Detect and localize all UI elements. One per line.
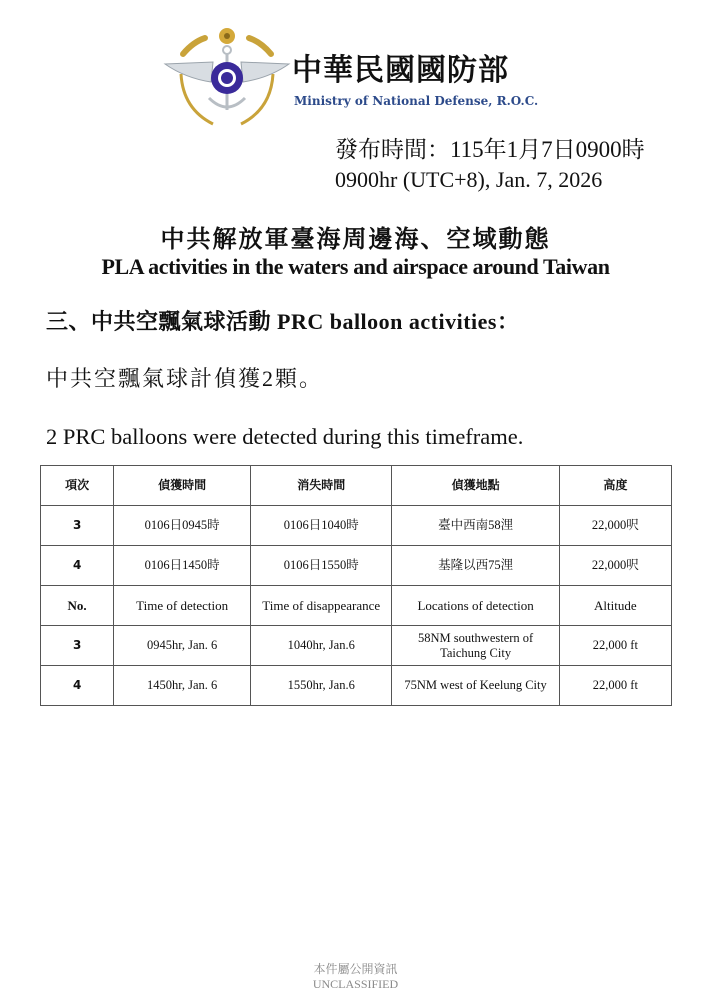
header-cell: 偵獲時間 [114,466,251,506]
table-cell: 1040hr, Jan.6 [251,626,392,666]
mnd-emblem-icon [163,24,291,128]
table-cell: 1550hr, Jan.6 [251,666,392,706]
release-date-zh: 發布時間：115年1月7日0900時 [335,137,645,162]
summary-en: 2 PRC balloons were detected during this timeframe. [46,424,524,449]
table-cell: 4 [41,666,114,706]
table-cell: 75NM west of Keelung City [392,666,559,706]
balloon-table [40,465,672,706]
section-heading: 三、中共空飄氣球活動 PRC balloon activities： [46,309,520,334]
table-cell: 0106日1450時 [114,546,251,586]
table-header-row-en [41,586,672,626]
table-cell: 0106日1040時 [251,506,392,546]
table-cell: 基隆以西75浬 [392,546,559,586]
table-cell: 臺中西南58浬 [392,506,559,546]
header-cell: 高度 [559,466,671,506]
header-cell: Time of disappearance [251,586,392,626]
release-date-en: 0900hr (UTC+8), Jan. 7, 2026 [335,167,603,192]
classification-zh: 本件屬公開資訊 [313,962,398,976]
classification-footer [0,962,711,992]
table-cell: 3 [41,506,114,546]
header-cell: 消失時間 [251,466,392,506]
summary-zh: 中共空飄氣球計偵獲2顆。 [46,366,324,391]
header-cell: Time of detection [114,586,251,626]
table-header-row-zh [41,466,672,506]
header-cell: 偵獲地點 [392,466,559,506]
table-cell: 22,000 ft [559,626,671,666]
classification-en: UNCLASSIFIED [312,977,399,991]
table-row [41,626,672,666]
page-title-en: PLA activities in the waters and airspace around Taiwan [101,254,610,279]
table-cell: 0106日1550時 [251,546,392,586]
table-cell: 22,000 ft [559,666,671,706]
header-cell: 項次 [41,466,114,506]
page-title-zh: 中共解放軍臺海周邊海、空域動態 [160,227,551,253]
table-row [41,546,672,586]
table-cell: 3 [41,626,114,666]
org-name-en: Ministry of National Defense, R.O.C. [294,94,539,108]
table-cell: 0945hr, Jan. 6 [114,626,251,666]
org-name-zh: 中華民國國防部 [292,53,509,88]
table-cell: 4 [41,546,114,586]
header-cell: Locations of detection [392,586,559,626]
table-row [41,506,672,546]
table-cell: 58NM southwestern of Taichung City [392,626,559,666]
header-cell: Altitude [559,586,671,626]
table-cell: 1450hr, Jan. 6 [114,666,251,706]
table-row [41,666,672,706]
header-cell: No. [41,586,114,626]
table-cell: 22,000呎 [559,546,671,586]
table-cell: 22,000呎 [559,506,671,546]
table-cell: 0106日0945時 [114,506,251,546]
